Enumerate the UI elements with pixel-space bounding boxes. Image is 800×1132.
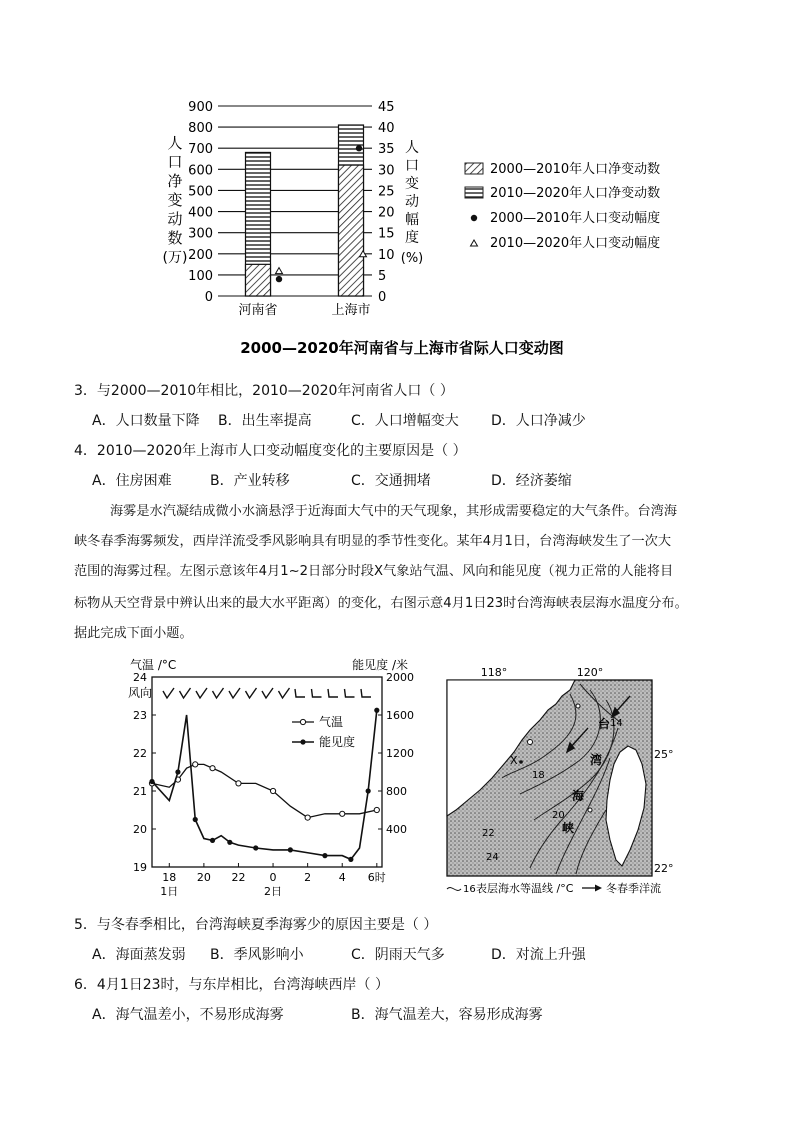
isotherm-value: 20 [552, 810, 565, 821]
population-chart-title: 2000—2020年河南省与上海市省际人口变动图 [240, 339, 564, 357]
weather-chart-right-ticks [378, 671, 414, 836]
visibility-point [210, 838, 215, 843]
svg-text:动: 动 [167, 210, 183, 228]
q6-option-a: A．海气温差小，不易形成海雾 [92, 1007, 284, 1023]
right-tick-label: 25 [378, 184, 395, 200]
left-tick-label: 0 [204, 290, 213, 305]
wind-barb [196, 688, 207, 698]
bar-2000-2010 [246, 264, 271, 296]
strait-char: 峡 [562, 821, 575, 835]
temperature-point [270, 788, 275, 793]
passage-line: 标物从天空背景中辨认出来的最大水平距离）的变化，右图示意4月1日23时台湾海峡表层海水温度分布。 [74, 596, 688, 611]
isotherm-value: 14 [610, 718, 623, 729]
right-tick-label: 40 [378, 121, 395, 137]
right-tick-label: 2000 [386, 671, 414, 684]
legend-current-arrow [595, 885, 602, 892]
temperature-point [305, 815, 310, 820]
q3-option-c: C．人口增幅变大 [351, 413, 459, 429]
visibility-point [253, 845, 258, 850]
legend-isotherm-sample: 16 [463, 884, 476, 895]
svg-text:变: 变 [167, 191, 183, 209]
island [528, 740, 533, 745]
legend-label: 2000—2010年人口变动幅度 [490, 211, 661, 226]
visibility-point [288, 847, 293, 852]
strait-char: 台 [598, 717, 611, 731]
isotherm-value: 22 [482, 828, 495, 839]
right-tick-label: 400 [386, 823, 407, 836]
passage-line: 海雾是水汽凝结成微小水滴悬浮于近海面大气中的天气现象，其形成需要稳定的大气条件。台湾海 [110, 504, 678, 519]
question-6-stem: 6．4月1日23时，与东岸相比，台湾海峡西岸（ ） [74, 977, 389, 993]
svg-text:口: 口 [405, 158, 419, 174]
x-tick-label: 22 [231, 871, 246, 884]
temperature-point [340, 811, 345, 816]
x-tick-label: 18 [162, 871, 177, 884]
q6-option-b: B．海气温差大，容易形成海雾 [351, 1007, 543, 1023]
left-tick-label: 400 [188, 205, 213, 221]
population-chart-right-axis-title [401, 140, 424, 266]
x-tick-label: 6时 [367, 871, 386, 884]
wind-barb [361, 689, 371, 697]
svg-text:(万): (万) [162, 250, 188, 266]
wind-barb [312, 689, 322, 697]
visibility-point [227, 840, 232, 845]
left-tick-label: 24 [133, 671, 147, 684]
svg-text:变: 变 [405, 176, 419, 192]
day-label: 1日 [160, 885, 179, 898]
visibility-point [322, 853, 327, 858]
station-marker [519, 760, 523, 764]
left-tick-label: 23 [133, 709, 147, 722]
right-tick-label: 1600 [386, 709, 414, 722]
temperature-line [152, 764, 377, 817]
visibility-point [175, 769, 180, 774]
legend-label: 2010—2020年人口净变动数 [490, 186, 661, 201]
visibility-point [149, 779, 154, 784]
left-tick-label: 19 [133, 861, 147, 874]
weather-chart-wind-label: 风向 [128, 686, 153, 700]
left-tick-label: 200 [188, 247, 213, 263]
lat-label: 25° [654, 748, 674, 761]
left-tick-label: 21 [133, 785, 147, 798]
population-chart-bars [246, 125, 364, 296]
q3-option-b: B．出生率提高 [218, 413, 312, 429]
category-label: 上海市 [331, 303, 371, 318]
q5-option-a: A．海面蒸发弱 [92, 947, 186, 963]
svg-text:净: 净 [167, 172, 183, 190]
taiwan-strait-map [430, 660, 674, 900]
isotherm-value: 18 [532, 770, 545, 781]
svg-text:口: 口 [167, 153, 183, 171]
q4-option-c: C．交通拥堵 [351, 473, 431, 489]
wind-barb [328, 689, 338, 697]
population-chart-categories [238, 302, 370, 318]
wind-barb [213, 688, 224, 698]
question-5-stem: 5．与冬春季相比，台湾海峡夏季海雾少的原因主要是（ ） [74, 917, 438, 933]
right-tick-label: 30 [378, 163, 395, 179]
weather-chart-frame [152, 677, 382, 867]
right-tick-label: 1200 [386, 747, 414, 760]
wind-barb [229, 688, 240, 698]
temperature-point [236, 781, 241, 786]
lat-label: 22° [654, 862, 674, 875]
right-tick-label: 45 [378, 100, 395, 115]
legend-dot-marker [471, 215, 477, 221]
legend-triangle-marker [471, 240, 478, 246]
map-legend [447, 881, 661, 895]
wind-direction-row [163, 688, 371, 698]
legend-filled-circle [300, 739, 305, 744]
q3-option-a: A．人口数量下降 [92, 413, 200, 429]
weather-chart-lines [149, 708, 379, 862]
wind-barb [279, 688, 290, 698]
q4-option-a: A．住房困难 [92, 473, 172, 489]
left-tick-label: 600 [188, 163, 213, 179]
rate-2000-2010-dot [276, 276, 282, 282]
strait-char: 海 [572, 789, 585, 803]
legend-striped-swatch [465, 187, 483, 198]
right-tick-label: 5 [378, 268, 387, 284]
visibility-line [152, 710, 377, 859]
weather-chart-left-axis-title: 气温 /°C [130, 658, 177, 672]
wind-barb [180, 688, 191, 698]
temperature-point [374, 807, 379, 812]
left-tick-label: 500 [188, 184, 213, 200]
x-tick-label: 0 [269, 871, 277, 884]
q5-option-c: C．阴雨天气多 [351, 947, 445, 963]
q4-option-d: D．经济萎缩 [491, 473, 572, 489]
rate-2010-2020-triangle [276, 268, 283, 274]
left-tick-label: 22 [133, 747, 147, 760]
legend-current-label: 冬春季洋流 [606, 882, 661, 895]
visibility-point [348, 857, 353, 862]
left-tick-label: 700 [188, 142, 213, 158]
x-tick-label: 4 [338, 871, 346, 884]
lon-label: 118° [480, 666, 508, 679]
svg-text:幅: 幅 [405, 212, 419, 228]
left-tick-label: 20 [133, 823, 147, 836]
population-chart-legend [465, 161, 660, 251]
population-chart [0, 0, 800, 370]
svg-text:(%): (%) [400, 251, 424, 266]
category-label: 河南省 [238, 303, 278, 318]
svg-text:度: 度 [405, 230, 419, 246]
station-label: X [510, 754, 518, 767]
legend-label: 2010—2020年人口变动幅度 [490, 236, 661, 251]
q5-option-b: B．季风影响小 [210, 947, 304, 963]
left-tick-label: 300 [188, 226, 213, 242]
right-tick-label: 35 [378, 142, 395, 158]
left-tick-label: 800 [188, 121, 213, 137]
population-chart-right-ticks [378, 100, 395, 305]
wind-barb [262, 688, 273, 698]
question-4-stem: 4．2010—2020年上海市人口变动幅度变化的主要原因是（ ） [74, 443, 467, 459]
weather-chart-right-axis-title: 能见度 /米 [352, 658, 408, 672]
left-tick-label: 100 [188, 268, 213, 284]
x-tick-label: 20 [196, 871, 211, 884]
isotherm-value: 24 [486, 852, 499, 863]
question-3-stem: 3．与2000—2010年相比，2010—2020年河南省人口（ ） [74, 383, 454, 399]
passage-line: 范围的海雾过程。左图示意该年4月1~2日部分时段X气象站气温、风向和能见度（视力正常的人能将目 [74, 564, 674, 579]
legend-label: 2000—2010年人口净变动数 [490, 162, 661, 177]
legend-open-circle [300, 719, 305, 724]
legend-label: 能见度 [319, 735, 356, 749]
svg-text:人: 人 [405, 140, 419, 156]
wind-barb [295, 689, 305, 697]
lon-label: 120° [576, 666, 604, 679]
island [576, 704, 580, 708]
visibility-point [193, 817, 198, 822]
legend-hatched-swatch [465, 163, 483, 174]
svg-text:数: 数 [167, 229, 183, 247]
right-tick-label: 0 [378, 290, 387, 305]
left-tick-label: 900 [188, 100, 213, 115]
right-tick-label: 20 [378, 205, 395, 221]
legend-label: 气温 [319, 715, 344, 729]
q5-option-d: D．对流上升强 [491, 947, 586, 963]
temperature-point [193, 762, 198, 767]
right-tick-label: 10 [378, 247, 395, 263]
right-tick-label: 800 [386, 785, 407, 798]
island [588, 808, 592, 812]
q3-option-d: D．人口净减少 [491, 413, 586, 429]
temperature-point [210, 766, 215, 771]
day-label: 2日 [264, 885, 283, 898]
wind-barb [345, 689, 355, 697]
x-tick-label: 2 [304, 871, 312, 884]
legend-isotherm-swatch [447, 888, 461, 891]
weather-chart-x-ticks [160, 863, 386, 898]
legend-isotherm-label: 表层海水等温线 /°C [476, 882, 574, 895]
svg-text:动: 动 [405, 194, 419, 210]
weather-chart [0, 650, 430, 900]
population-chart-left-axis-title [163, 134, 188, 266]
weather-chart-legend [292, 714, 355, 749]
rate-2000-2010-dot [356, 145, 362, 151]
passage-line: 据此完成下面小题。 [74, 626, 193, 641]
wind-barb [163, 688, 174, 698]
visibility-point [366, 788, 371, 793]
strait-char: 湾 [590, 753, 603, 767]
visibility-point [374, 708, 379, 713]
passage-line: 峡冬春季海雾频发，西岸洋流受季风影响具有明显的季节性变化。某年4月1日，台湾海峡发生了一次大 [74, 534, 672, 549]
svg-text:人: 人 [167, 134, 183, 152]
q4-option-b: B．产业转移 [210, 473, 290, 489]
right-tick-label: 15 [378, 226, 395, 242]
population-chart-left-ticks [188, 100, 213, 305]
wind-barb [246, 688, 257, 698]
bar-2000-2010 [339, 165, 364, 296]
